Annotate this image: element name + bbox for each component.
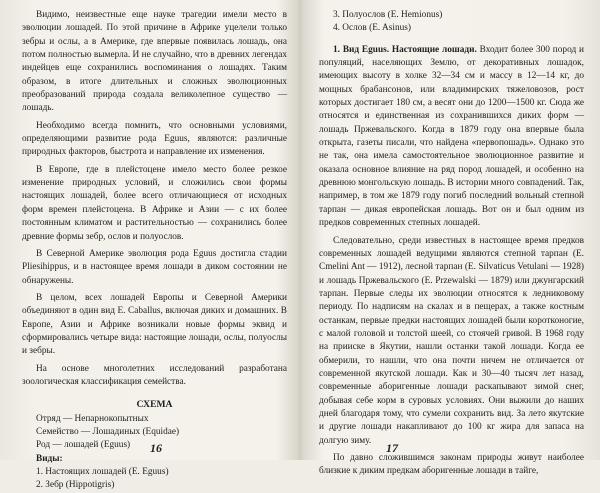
species-item: 1. Настоящих лошадей (E. Eguus) bbox=[36, 467, 169, 477]
scheme-title: СХЕМА bbox=[136, 399, 173, 411]
paragraph: В Северной Америке эволюция рода Eguus достигла стадии Pliesihippus, и в настоящее время лошади в диком состоянии не обнаружены. bbox=[22, 248, 287, 286]
right-page-text bbox=[319, 9, 584, 479]
scheme-row: Род — лошадей (Eguus) bbox=[36, 440, 131, 451]
paragraph: Видимо, неизвестные еще науке трагедии имели место в эволюции лошадей. По этой причине в Африке уцелели только зебры и ослы, а в Америке, где впервые появилась лошадь, она потом полностью вымерла. И не случайно, что в древних легендах индейцев еще сохранились воспоминания о лошадях. Таким образом, в итоге длительных и сложных эволюционных преобразований природа создала великолепное существо — лошадь. bbox=[22, 10, 287, 114]
section-heading: 1. Вид Eguus. Настоящие лошади. bbox=[333, 44, 477, 55]
paragraph: В целом, всех лошадей Европы и Северной Америки объединяют в один вид E. Caballus, включая диких и домашних. В Европе, Азии и Африке возникали новые формы эквид и сформировались четыре вида: настоящие лошади, ослы, полуослы и зебры. bbox=[22, 292, 287, 357]
left-page bbox=[0, 0, 300, 491]
species-label: Виды: bbox=[36, 453, 63, 464]
right-page bbox=[300, 0, 600, 477]
paragraph: По давно сложившимся законам природы живут наиболее близкие к диким предкам аборигенные лошади в тайге, bbox=[319, 453, 584, 477]
paragraph: Следовательно, среди известных в настоящее время предков современных лошадей ведущими являются степной тарпан (E. Cmelini Ant — 1912), лесной тарпан (E. Silvaticus Vetulani — 1928) и лошадь Пржевальского (E. Przewalski — 1879) или джунгарский тарпан. Первые следы их эволюции относятся к ледниковому периоду. По надписям на скалах и в пещерах, а также костным останкам, первые предки настоящих лошадей были коротконогие, с малой головой и толстой шеей, со стоячей гривой. В 1968 году на прииске в Якутии, нашли останки такой лошади. Когда ее обмерили, то нашли, что она почти ничем не отличается от современной якутской лошади. Как и 30—40 тысяч лет назад, современные аборигенные лошади раскапывают зимой снег, добывая себе корм в суровых условиях. Они выжили до наших дней благодаря тому, что сумели сохранить вид. За лето якутские и другие лошади накапливают до 100 кг жира для запаса на долгую зиму. bbox=[319, 235, 584, 446]
scheme-row: Отряд — Непарнокопытных bbox=[36, 413, 149, 424]
section-paragraph bbox=[319, 44, 584, 231]
section-lead: Входит более 300 пород и популяций, населяющих Землю, от декоративных лошадок, имеющих высоту в холке 32—34 см и массу в 12—14 кг, до мощных брабансонов, или владимирских тяжеловозов, рост которых достигает 180 см, а весят они до 1200—1500 кг. Сюда же относятся и единственная из сохранившихся диких форм — лошадь Пржевальского. Когда в 1879 году она впервые была открыта, газеты писали, что найдена «первопошадь». Однако это не так, она имела самостоятельное эволюционное развитие и оказала основное влияние на ряд пород лошадей, и особенно на древнюю монгольскую лошадь. В истории много совпадений. Так, например, в том же 1879 году погиб последний вольный степной тарпан — дикая европейская лошадь. Вот он и был одним из предков современных степных лошадей. bbox=[319, 44, 584, 229]
paragraph: В Европе, где в плейстоцене имело место более резкое изменение природных условий, и сложились свои формы настоящих лошадей, более всего отличающиеся от исходных форм времен плейстоцена. В Африке и Азии — с их более постоянным климатом и растительностью — сохранились более древние формы зебр, ослов и полуослов. bbox=[22, 164, 287, 242]
scheme-row: Семейство — Лошадиных (Equidae) bbox=[36, 426, 180, 437]
species-item: 4. Ослов (E. Asinus) bbox=[333, 23, 411, 34]
page-number: 17 bbox=[386, 441, 398, 455]
species-item: 2. Зебр (Hippotigris) bbox=[36, 480, 115, 491]
page-number: 16 bbox=[150, 441, 162, 455]
species-item: 3. Полуослов (E. Hemionus) bbox=[333, 10, 443, 20]
paragraph: На основе многолетних исследований разработана зоологическая классификация семейства. bbox=[22, 363, 287, 387]
paragraph: Необходимо всегда помнить, что основными условиями, определяющими развитие рода Eguus, являются: различные природных факторов, быстрота и направление их изменения. bbox=[22, 120, 287, 158]
left-page-text bbox=[22, 9, 287, 493]
